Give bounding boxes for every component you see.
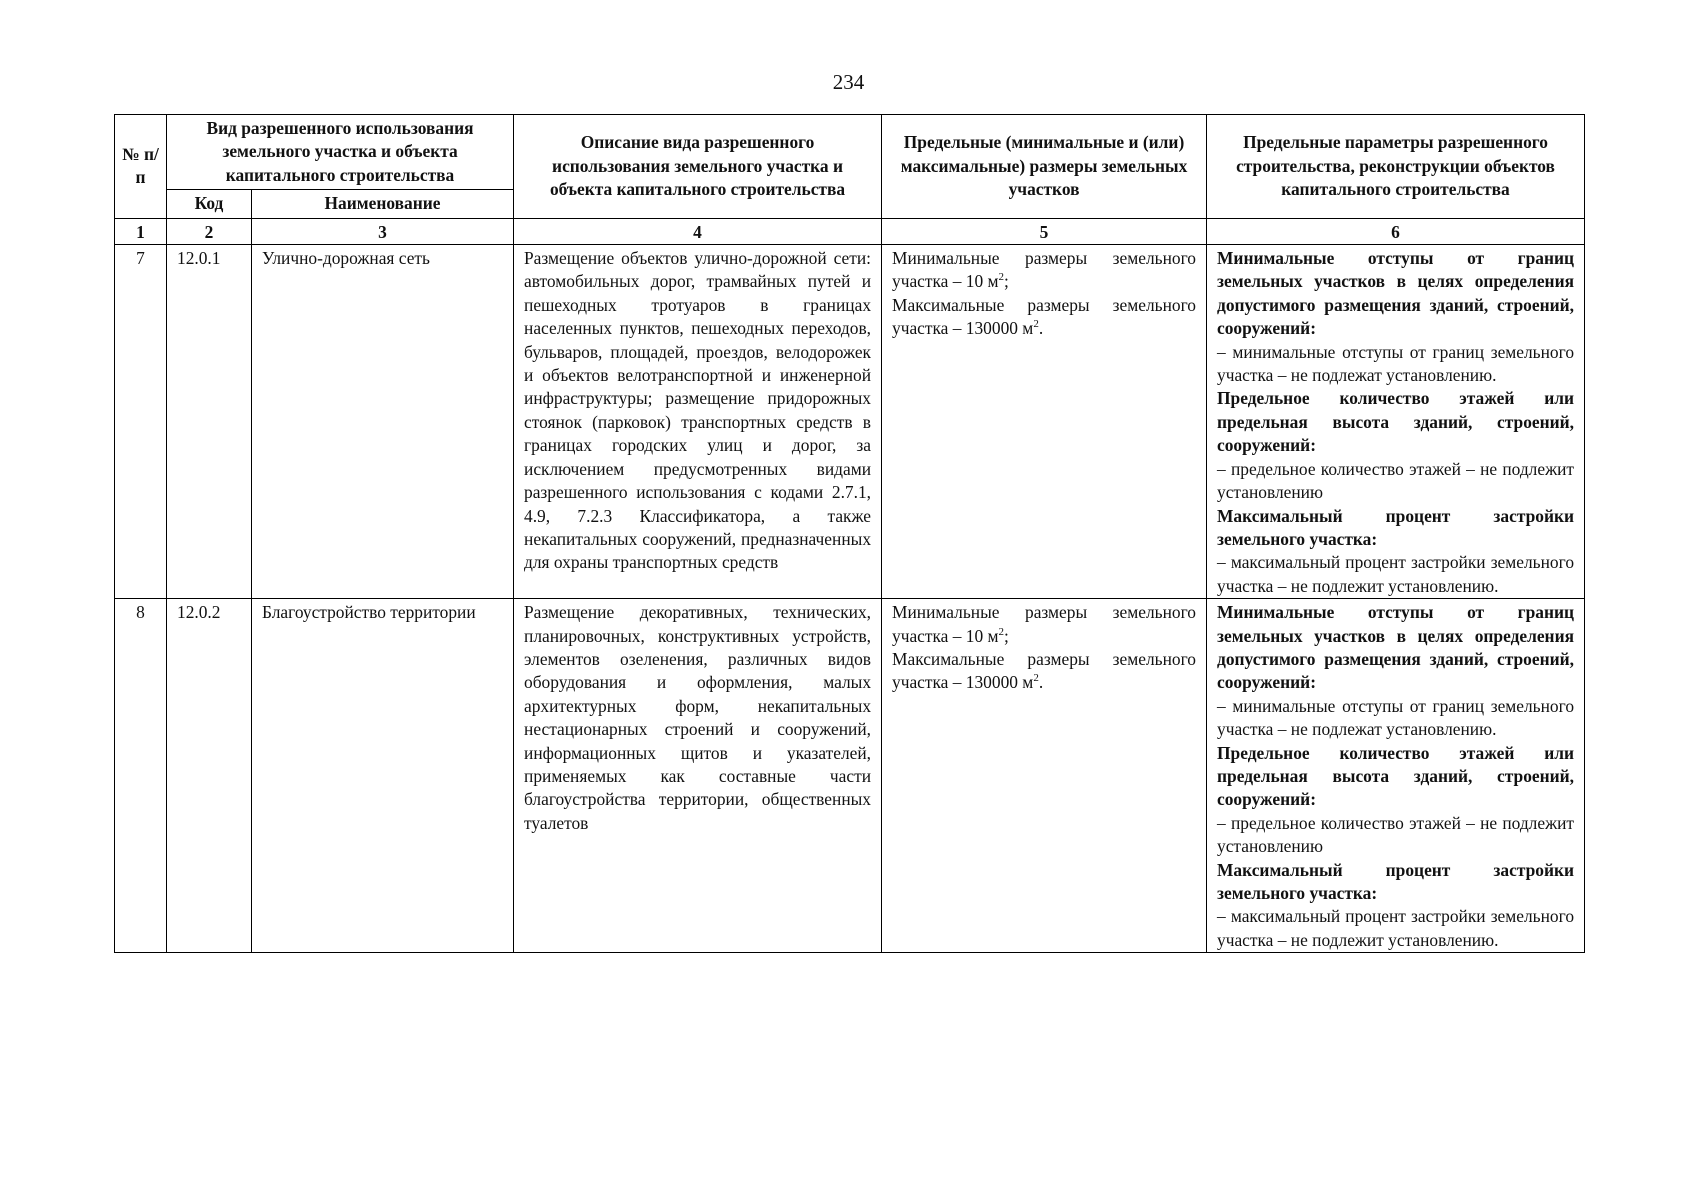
floors-heading: Предельное количество этажей или предельная высота зданий, строений, сооружений: bbox=[1217, 742, 1575, 810]
construction-params bbox=[1207, 245, 1585, 599]
min-size-text: Минимальные размеры земельного участка – 10 м bbox=[892, 602, 1197, 646]
header-name: Наименование bbox=[252, 190, 514, 218]
regulations-table bbox=[114, 114, 1585, 953]
max-size-unit-exponent: 2 bbox=[1033, 318, 1039, 331]
page-number: 234 bbox=[832, 70, 865, 94]
construction-params bbox=[1207, 599, 1585, 953]
column-number: 3 bbox=[252, 218, 514, 244]
indent-text: – минимальные отступы от границ земельного участка – не подлежат установлению. bbox=[1217, 695, 1575, 740]
usage-name: Улично-дорожная сеть bbox=[252, 245, 514, 599]
min-size-unit-exponent: 2 bbox=[998, 625, 1005, 638]
percent-heading: Максимальный процент застройки земельного участка: bbox=[1217, 505, 1575, 549]
min-size-end: ; bbox=[1004, 625, 1009, 646]
usage-code: 12.0.2 bbox=[167, 599, 252, 953]
column-number: 2 bbox=[167, 218, 252, 244]
header-description: Описание вида разрешенного использования земельного участка и объекта капитального строительства bbox=[514, 115, 882, 219]
row-number: 7 bbox=[115, 245, 167, 599]
header-plot-sizes: Предельные (минимальные и (или) максимальные) размеры земельных участков bbox=[882, 115, 1207, 219]
header-code: Код bbox=[167, 190, 252, 218]
table-row bbox=[115, 599, 1585, 953]
floors-heading: Предельное количество этажей или предельная высота зданий, строений, сооружений: bbox=[1217, 388, 1575, 456]
usage-name: Благоустройство территории bbox=[252, 599, 514, 953]
min-size-text: Минимальные размеры земельного участка – 10 м bbox=[892, 248, 1197, 292]
usage-description: Размещение декоративных, технических, планировочных, конструктивных устройств, элементов озеленения, различных видов оборудования и оформления, малых архитектурных форм, некапитальных нестационарных строений и сооружений, информационных щитов и указателей, применяемых как составные части благоустройства территории, общественных туалетов bbox=[514, 599, 882, 953]
min-size-unit-exponent: 2 bbox=[998, 271, 1005, 284]
max-size-text: Максимальные размеры земельного участка – 130000 $м^2$. bbox=[892, 648, 1197, 693]
floors-text: – предельное количество этажей – не подлежит установлению bbox=[1217, 458, 1575, 503]
indent-text: – минимальные отступы от границ земельного участка – не подлежат установлению. bbox=[1217, 341, 1575, 386]
header-number: № п/п bbox=[115, 115, 167, 219]
header-construction-params: Предельные параметры разрешенного строительства, реконструкции объектов капитального строительства bbox=[1207, 115, 1585, 219]
column-number: 6 bbox=[1207, 218, 1585, 244]
min-size-end: ; bbox=[1004, 271, 1009, 292]
percent-text: – максимальный процент застройки земельного участка – не подлежит установлению. bbox=[1217, 552, 1575, 596]
indent-heading: Минимальные отступы от границ земельных участков в целях определения допустимого размещения зданий, строений, сооружений: bbox=[1217, 602, 1575, 693]
header-usage-type: Вид разрешенного использования земельного участка и объекта капитального строительства bbox=[167, 115, 514, 190]
plot-sizes bbox=[882, 599, 1207, 953]
column-number: 4 bbox=[514, 218, 882, 244]
column-numbers-row bbox=[115, 218, 1585, 244]
percent-heading: Максимальный процент застройки земельного участка: bbox=[1217, 859, 1575, 903]
max-size-unit-exponent: 2 bbox=[1033, 672, 1039, 685]
usage-description: Размещение объектов улично-дорожной сети: автомобильных дорог, трамвайных путей и пешеходных тротуаров в границах населенных пунктов, пешеходных переходов, бульваров, площадей, проездов, велодорожек и объектов велотранспортной и инженерной инфраструктуры; размещение придорожных стоянок (парковок) транспортных средств в границах городских улиц и дорог, за исключением предусмотренных видами разрешенного использования с кодами 2.7.1, 4.9, 7.2.3 Классификатора, а также некапитальных сооружений, предназначенных для охраны транспортных средств bbox=[514, 245, 882, 599]
indent-heading: Минимальные отступы от границ земельных участков в целях определения допустимого размещения зданий, строений, сооружений: bbox=[1217, 248, 1575, 339]
usage-code: 12.0.1 bbox=[167, 245, 252, 599]
row-number: 8 bbox=[115, 599, 167, 953]
floors-text: – предельное количество этажей – не подлежит установлению bbox=[1217, 812, 1575, 857]
max-size-text: Максимальные размеры земельного участка – 130000 $м^2$. bbox=[892, 294, 1197, 339]
percent-text: – максимальный процент застройки земельного участка – не подлежит установлению. bbox=[1217, 906, 1575, 950]
table-row bbox=[115, 245, 1585, 599]
column-number: 5 bbox=[882, 218, 1207, 244]
plot-sizes bbox=[882, 245, 1207, 599]
column-number: 1 bbox=[115, 218, 167, 244]
